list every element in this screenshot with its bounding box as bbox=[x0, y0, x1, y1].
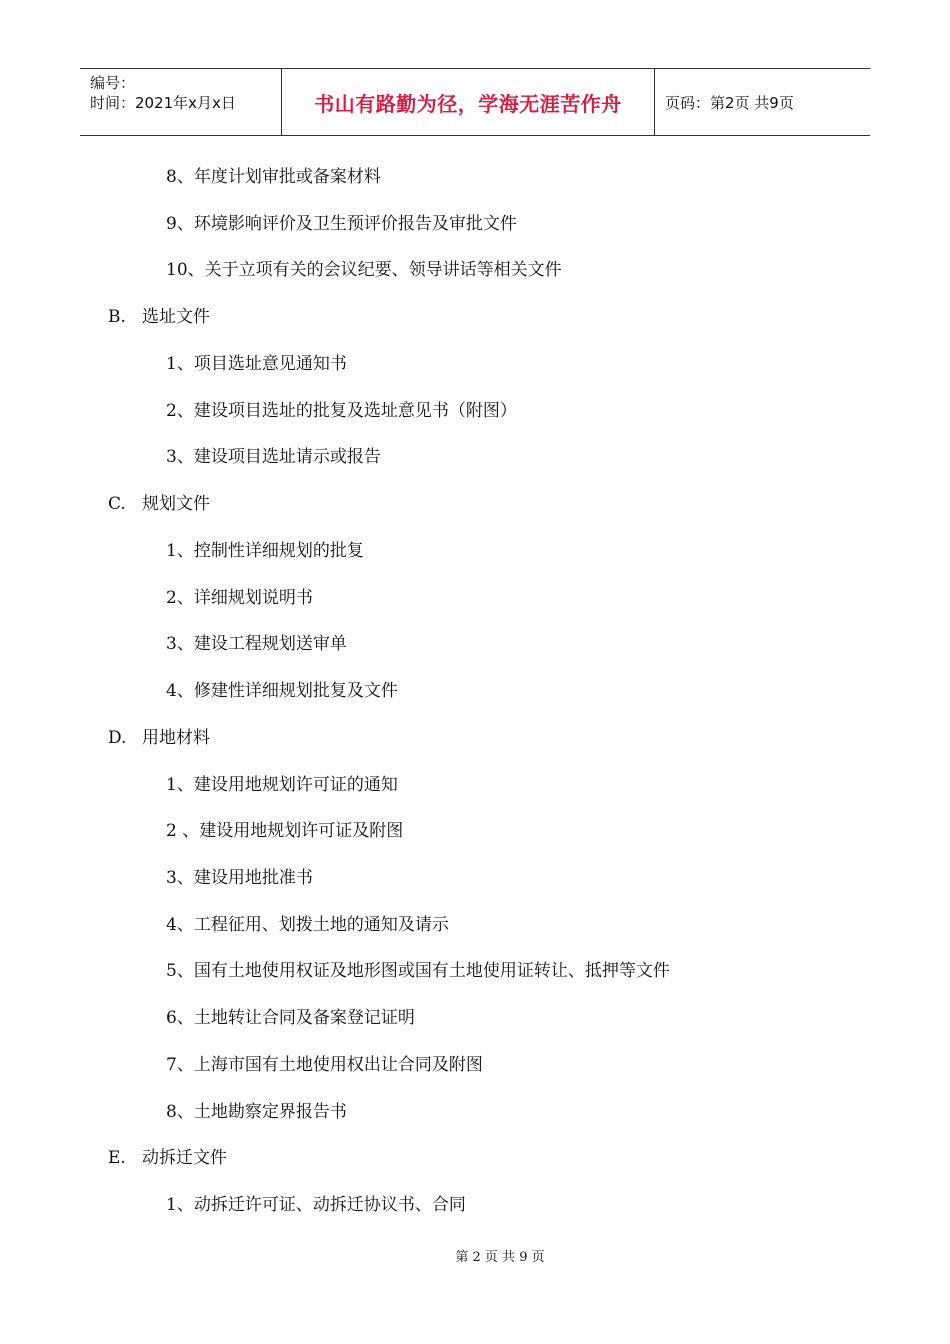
header-page-cell bbox=[655, 69, 870, 135]
section-title: 选址文件 bbox=[142, 307, 210, 327]
section-letter: C. bbox=[108, 494, 126, 514]
section-title: 用地材料 bbox=[142, 728, 210, 748]
list-item: 3、建设用地批准书 bbox=[166, 868, 313, 888]
list-item: 5、国有土地使用权证及地形图或国有土地使用证转让、抵押等文件 bbox=[166, 961, 670, 981]
section-heading-e bbox=[108, 1146, 227, 1170]
section-title: 动拆迁文件 bbox=[142, 1148, 227, 1168]
list-item: 6、土地转让合同及备案登记证明 bbox=[166, 1008, 415, 1028]
list-item: 7、上海市国有土地使用权出让合同及附图 bbox=[166, 1055, 483, 1075]
section-title: 规划文件 bbox=[142, 494, 210, 514]
list-item: 8、土地勘察定界报告书 bbox=[166, 1102, 347, 1122]
section-letter: E. bbox=[108, 1148, 126, 1168]
section-heading-d bbox=[108, 726, 210, 750]
list-item: 4、修建性详细规划批复及文件 bbox=[166, 681, 398, 701]
section-heading-b bbox=[108, 305, 210, 329]
list-item: 1、动拆迁许可证、动拆迁协议书、合同 bbox=[166, 1195, 466, 1215]
page-header bbox=[80, 68, 870, 136]
section-letter: B. bbox=[108, 307, 126, 327]
header-motto-cell bbox=[282, 69, 655, 135]
section-letter: D. bbox=[108, 728, 127, 748]
header-page-number: 页码：第2页 共9页 bbox=[665, 93, 794, 112]
list-item: 1、控制性详细规划的批复 bbox=[166, 541, 364, 561]
list-item: 3、建设项目选址请示或报告 bbox=[166, 447, 381, 467]
footer-page-number: 第 2 页 共 9 页 bbox=[455, 1250, 545, 1265]
list-item: 2、建设项目选址的批复及选址意见书（附图） bbox=[166, 401, 517, 421]
page-footer bbox=[0, 1246, 950, 1265]
list-item: 10、关于立项有关的会议纪要、领导讲话等相关文件 bbox=[166, 260, 562, 280]
list-item: 2 、建设用地规划许可证及附图 bbox=[166, 821, 404, 841]
list-item: 2、详细规划说明书 bbox=[166, 588, 313, 608]
header-motto: 书山有路勤为径，学海无涯苦作舟 bbox=[314, 91, 622, 116]
list-item: 8、年度计划审批或备案材料 bbox=[166, 167, 381, 187]
list-item: 3、建设工程规划送审单 bbox=[166, 634, 347, 654]
section-heading-c bbox=[108, 492, 210, 516]
list-item: 9、环境影响评价及卫生预评价报告及审批文件 bbox=[166, 214, 517, 234]
header-number: 编号： bbox=[90, 74, 136, 92]
list-item: 1、建设用地规划许可证的通知 bbox=[166, 775, 398, 795]
header-meta-cell bbox=[80, 69, 282, 135]
header-time: 时间：2021年x月x日 bbox=[90, 94, 236, 112]
list-item: 1、项目选址意见通知书 bbox=[166, 354, 347, 374]
list-item: 4、工程征用、划拨土地的通知及请示 bbox=[166, 915, 449, 935]
